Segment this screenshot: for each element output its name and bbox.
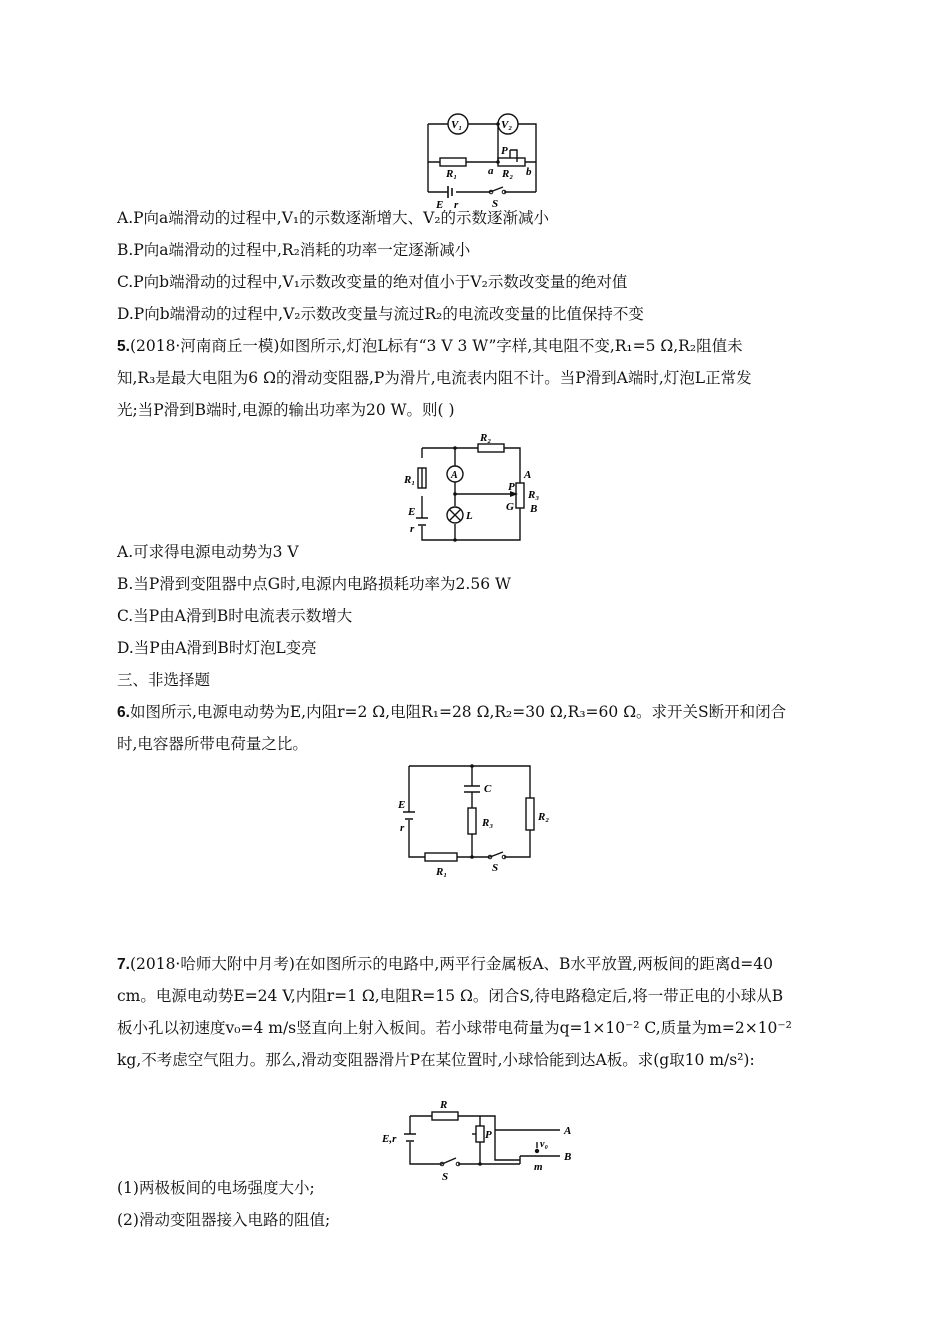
e-label: E — [436, 199, 444, 211]
q5-stem-line-2: 知,R₃是最大电阻为6 Ω的滑动变阻器,P为滑片,电流表内阻不计。当P滑到A端时,灯泡L正常发 — [117, 369, 752, 387]
q5-option-b: B.当P滑到变阻器中点G时,电源内电路损耗功率为2.56 W — [117, 575, 511, 593]
r3-label: R₃ — [482, 817, 494, 829]
p-label: P — [508, 481, 515, 493]
r-label: r — [400, 822, 405, 834]
g-label: G — [506, 501, 514, 513]
q7-circuit-figure — [380, 1100, 580, 1186]
r3-label: R₃ — [528, 489, 540, 501]
q4-circuit-figure — [418, 108, 548, 212]
q6-stem-line-2: 时,电容器所带电荷量之比。 — [117, 735, 308, 753]
r1-label: R₁ — [446, 168, 458, 180]
q7-number: 7. — [117, 956, 130, 973]
r1-label: R₁ — [404, 474, 416, 486]
q5-option-a: A.可求得电源电动势为3 V — [117, 543, 299, 561]
q4-option-a: A.P向a端滑动的过程中,V₁的示数逐渐增大、V₂的示数逐渐减小 — [117, 209, 550, 227]
er-label: E,r — [382, 1133, 397, 1145]
plate-b-label: B — [564, 1151, 572, 1163]
q7-part-2: (2)滑动变阻器接入电路的阻值; — [117, 1211, 331, 1229]
q5-stem-line-3: 光;当P滑到B端时,电源的输出功率为20 W。则( ) — [117, 401, 455, 419]
r1-label: R₁ — [436, 866, 448, 878]
e-label: E — [398, 799, 406, 811]
c-label: C — [484, 783, 492, 795]
r2-label: R₂ — [480, 432, 492, 444]
q4-option-b: B.P向a端滑动的过程中,R₂消耗的功率一定逐渐减小 — [117, 241, 471, 259]
q7-stem-line-1: 7.(2018·哈师大附中月考)在如图所示的电路中,两平行金属板A、B水平放置,两板间的距离d=40 — [117, 955, 773, 973]
q4-option-c: C.P向b端滑动的过程中,V₁示数改变量的绝对值小于V₂示数改变量的绝对值 — [117, 273, 628, 291]
r-label: r — [410, 523, 415, 535]
q5-option-c: C.当P由A滑到B时电流表示数增大 — [117, 607, 353, 625]
q5-circuit-figure — [400, 428, 560, 546]
q6-number: 6. — [117, 704, 130, 721]
q7-stem-line-3: 板小孔以初速度v₀=4 m/s竖直向上射入板间。若小球带电荷量为q=1×10⁻² C,质量为m=2×10⁻² — [117, 1019, 792, 1037]
q5-stem-line-1: 5.(2018·河南商丘一模)如图所示,灯泡L标有“3 V 3 W”字样,其电阻不变,R₁=5 Ω,R₂阻值未 — [117, 337, 743, 355]
q6-stem-line-1: 6.如图所示,电源电动势为E,内阻r=2 Ω,电阻R₁=28 Ω,R₂=30 Ω,R₃=60 Ω。求开关S断开和闭合 — [117, 703, 787, 721]
s-label: S — [442, 1171, 449, 1183]
q7-stem-line-4: kg,不考虑空气阻力。那么,滑动变阻器滑片P在某位置时,小球恰能到达A板。求(g取10 m/s²): — [117, 1051, 755, 1069]
q6-circuit-figure — [392, 758, 564, 882]
b-end-label: B — [530, 503, 538, 515]
p-label: P — [485, 1129, 492, 1141]
a-end-label: A — [524, 469, 532, 481]
q5-number: 5. — [117, 338, 130, 355]
q7-stem-line-2: cm。电源电动势E=24 V,内阻r=1 Ω,电阻R=15 Ω。闭合S,待电路稳定后,将一带正电的小球从B — [117, 987, 784, 1005]
s-label: S — [492, 198, 499, 210]
v0-label: v₀ — [540, 1139, 548, 1150]
s-label: S — [492, 862, 499, 874]
p-label: P — [501, 145, 508, 157]
m-label: m — [534, 1161, 543, 1173]
plate-a-label: A — [564, 1125, 572, 1137]
lamp-label: L — [466, 510, 473, 522]
ammeter-label: A — [451, 470, 458, 481]
q7-part-1: (1)两极板间的电场强度大小; — [117, 1179, 315, 1197]
q5-option-d: D.当P由A滑到B时灯泡L变亮 — [117, 639, 317, 657]
r2-label: R₂ — [538, 811, 550, 823]
v2-label: V₂ — [501, 119, 513, 131]
r-label: r — [454, 199, 459, 211]
r-label: R — [440, 1100, 448, 1111]
e-label: E — [408, 506, 416, 518]
section-heading: 三、非选择题 — [117, 671, 211, 689]
r2-label: R₂ — [502, 168, 514, 180]
v1-label: V₁ — [451, 119, 463, 131]
q4-option-d: D.P向b端滑动的过程中,V₂示数改变量与流过R₂的电流改变量的比值保持不变 — [117, 305, 644, 323]
b-label: b — [526, 166, 532, 178]
a-label: a — [488, 165, 494, 177]
